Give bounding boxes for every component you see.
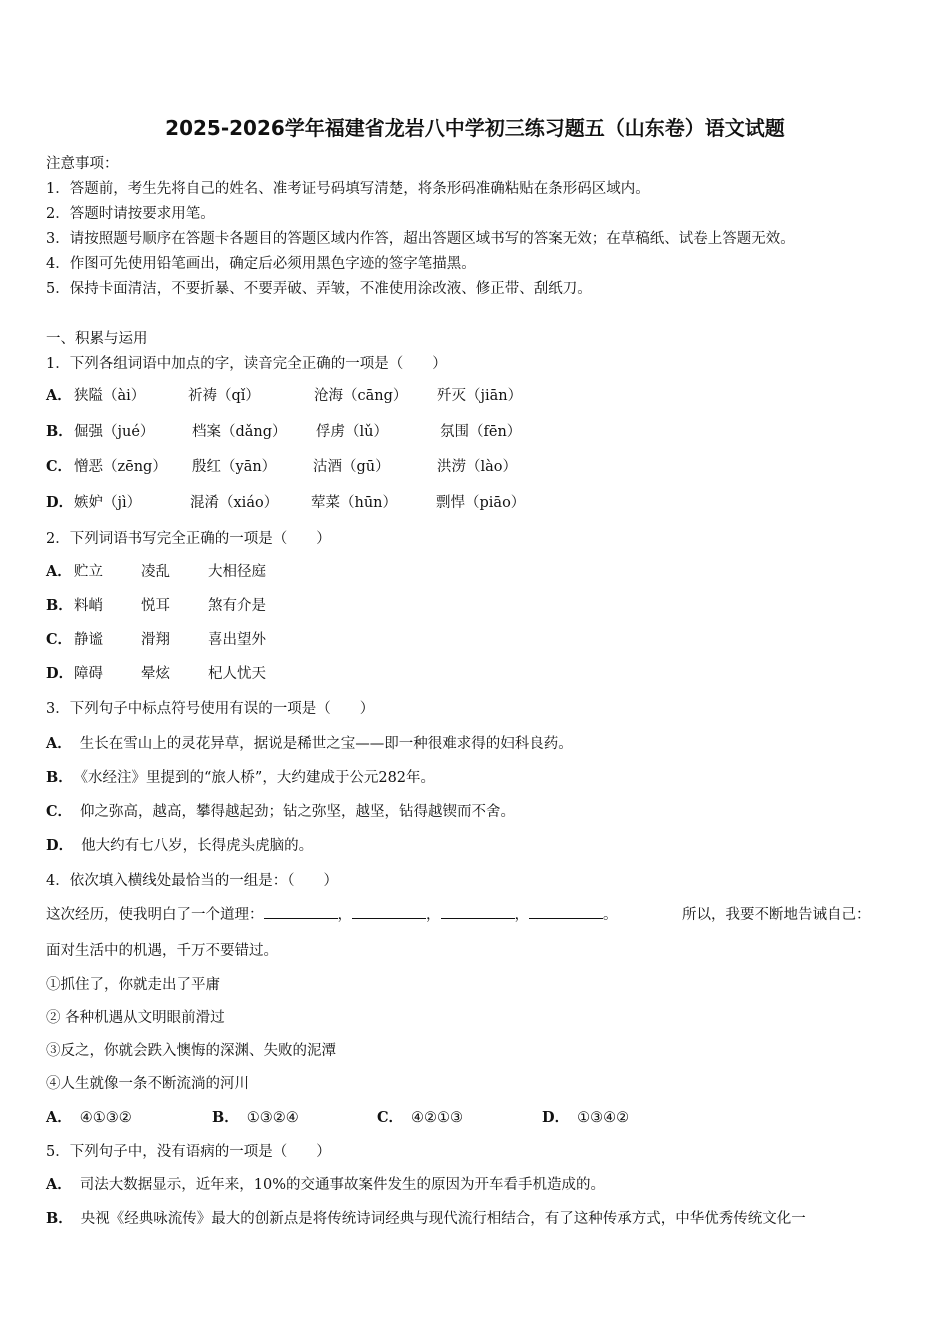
option-text: 他大约有七八岁，长得虎头虎脑的。 — [81, 838, 314, 854]
q1-word: 档案（dǎng） — [192, 424, 287, 440]
fill-blank[interactable] — [352, 904, 426, 919]
notice-item: 3．请按照题号顺序在答题卡各题目的答题区域内作答，超出答题区域书写的答案无效；在草稿纸、试卷上答题无效。 — [46, 231, 795, 247]
option-text: 央视《经典咏流传》最大的创新点是将传统诗词经典与现代流行相结合，有了这种传承方式，中华优秀传统文化一 — [80, 1211, 806, 1227]
q2-word: 悦耳 — [141, 598, 170, 614]
q1-word: 俘虏（lǔ） — [316, 424, 388, 440]
q4-choice-a[interactable] — [46, 1106, 132, 1127]
q2-word: 贮立 — [74, 564, 103, 580]
q1-word: 沽酒（gū） — [313, 459, 390, 475]
option-letter: A． — [46, 735, 72, 752]
q1-word: 憎恶（zēng） — [74, 459, 167, 475]
q1-word: 剽悍（piāo） — [436, 495, 526, 511]
option-letter: D． — [46, 665, 74, 682]
q1-word: 沧海（cāng） — [314, 388, 408, 404]
q2-word: 大相径庭 — [208, 564, 266, 580]
q2-word: 障碍 — [74, 666, 103, 682]
option-letter: B． — [46, 1210, 73, 1227]
question-3-stem: 3．下列句子中标点符号使用有误的一项是（ ） — [46, 701, 375, 717]
q1-word: 洪涝（lào） — [437, 459, 518, 475]
separator: ， — [426, 907, 441, 923]
q2-word: 煞有介是 — [208, 598, 266, 614]
option-text: 仰之弥高，越高，攀得越起劲；钻之弥坚，越坚，钻得越锲而不舍。 — [80, 804, 516, 820]
notice-item: 1．答题前，考生先将自己的姓名、准考证号码填写清楚，将条形码准确粘贴在条形码区域内。 — [46, 181, 650, 197]
q3-option-d[interactable] — [46, 834, 313, 855]
q2-word: 晕炫 — [141, 666, 170, 682]
q1-word: 嫉妒（jì） — [74, 495, 142, 511]
q1-word: 倔强（jué） — [74, 424, 155, 440]
option-text: ④①③② — [79, 1110, 132, 1126]
notice-item: 4．作图可先使用铅笔画出，确定后必须用黑色字迹的签字笔描黑。 — [46, 256, 476, 272]
q2-word: 喜出望外 — [208, 632, 266, 648]
option-text: 司法大数据显示，近年来，10%的交通事故案件发生的原因为开车看手机造成的。 — [79, 1177, 605, 1193]
q1-word: 荤菜（hūn） — [311, 495, 398, 511]
q4-para-start: 这次经历，使我明白了一个道理： — [46, 907, 264, 923]
fill-blank[interactable] — [441, 904, 515, 919]
option-letter: B． — [46, 597, 73, 614]
option-text: 《水经注》里提到的“旅人桥”，大约建成于公元282年。 — [80, 770, 436, 786]
option-letter: A． — [46, 387, 72, 404]
notice-item: 5．保持卡面清洁，不要折暴、不要弄破、弄皱，不准使用涂改液、修正带、刮纸刀。 — [46, 281, 592, 297]
option-letter: D． — [46, 494, 74, 511]
q3-option-a[interactable] — [46, 732, 573, 753]
option-text: ①③④② — [577, 1110, 630, 1126]
question-2-stem: 2．下列词语书写完全正确的一项是（ ） — [46, 531, 331, 547]
fill-blank[interactable] — [264, 904, 338, 919]
q4-paragraph — [46, 903, 618, 924]
page-title: 2025-2026学年福建省龙岩八中学初三练习题五（山东卷）语文试题 — [165, 116, 785, 140]
q1-word: 狭隘（ài） — [74, 388, 146, 404]
period: 。 — [603, 907, 618, 923]
option-letter: B． — [212, 1109, 239, 1126]
q1-word: 殷红（yān） — [192, 459, 277, 475]
option-letter: A． — [46, 1109, 72, 1126]
option-letter: D． — [542, 1109, 570, 1126]
q2-word: 滑翔 — [141, 632, 170, 648]
q2-word: 料峭 — [74, 598, 103, 614]
option-letter: B． — [46, 423, 73, 440]
q5-option-b[interactable] — [46, 1207, 806, 1228]
q4-choice-d[interactable] — [542, 1106, 629, 1127]
option-letter: B． — [46, 769, 73, 786]
option-letter: D． — [46, 837, 74, 854]
q3-option-b[interactable] — [46, 766, 435, 787]
q4-choice-c[interactable] — [377, 1106, 463, 1127]
option-letter: C． — [377, 1109, 404, 1126]
q3-option-c[interactable] — [46, 800, 515, 821]
option-letter: C． — [46, 458, 73, 475]
option-text: ①③②④ — [246, 1110, 299, 1126]
q1-word: 氛围（fēn） — [440, 424, 522, 440]
q4-para-line2: 面对生活中的机遇，千万不要错过。 — [46, 943, 278, 959]
option-letter: C． — [46, 803, 73, 820]
q4-choice-b[interactable] — [212, 1106, 299, 1127]
fill-blank[interactable] — [529, 904, 603, 919]
q4-para-tail: 所以，我要不断地告诫自己： — [682, 907, 871, 923]
q5-option-a[interactable] — [46, 1173, 605, 1194]
q4-sentence: ④人生就像一条不断流淌的河川 — [46, 1076, 249, 1092]
q1-word: 混淆（xiáo） — [190, 495, 279, 511]
separator: ， — [514, 907, 529, 923]
option-letter: C． — [46, 631, 73, 648]
question-1-stem: 1．下列各组词语中加点的字，读音完全正确的一项是（ ） — [46, 356, 447, 372]
separator: ， — [337, 907, 352, 923]
q1-word: 祈祷（qǐ） — [188, 388, 260, 404]
q4-sentence: ③反之，你就会跌入懊悔的深渊、失败的泥潭 — [46, 1043, 336, 1059]
q2-word: 静谧 — [74, 632, 103, 648]
q4-sentence: ①抓住了，你就走出了平庸 — [46, 977, 220, 993]
option-letter: A． — [46, 1176, 72, 1193]
q4-sentence: ② 各种机遇从文明眼前滑过 — [46, 1010, 225, 1026]
notice-heading: 注意事项： — [46, 156, 119, 172]
section-heading: 一、积累与运用 — [46, 331, 148, 347]
option-text: ④②①③ — [411, 1110, 464, 1126]
q2-word: 凌乱 — [141, 564, 170, 580]
question-5-stem: 5．下列句子中，没有语病的一项是（ ） — [46, 1144, 331, 1160]
q1-word: 歼灭（jiān） — [437, 388, 523, 404]
notice-item: 2．答题时请按要求用笔。 — [46, 206, 215, 222]
option-text: 生长在雪山上的灵花异草，据说是稀世之宝——即一种很难求得的妇科良药。 — [79, 736, 573, 752]
q2-word: 杞人忧天 — [208, 666, 266, 682]
question-4-stem: 4．依次填入横线处最恰当的一组是：（ ） — [46, 873, 338, 889]
option-letter: A． — [46, 563, 72, 580]
